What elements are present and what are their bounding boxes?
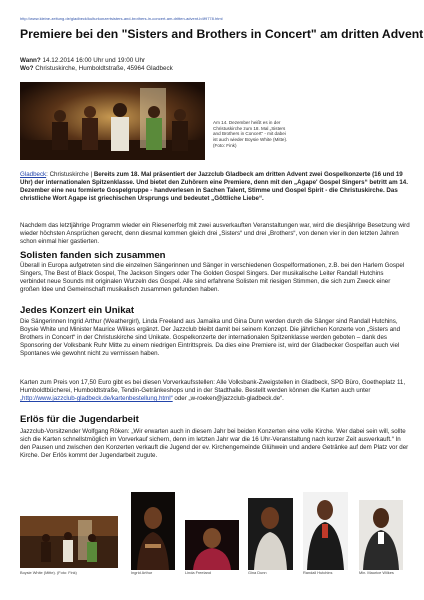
main-photo-caption: Am 14. Dezember heißt es in der Christuskirche zum 18. Mal „Sisters and Brothers in Concert“ - mit dabei ist auch wieder Boysie White (Mitte). (Foto: Fink) bbox=[213, 120, 288, 148]
thumb-person-image bbox=[131, 492, 175, 570]
event-info bbox=[20, 57, 410, 73]
paragraph-2: Überall in Europa aufgetreten sind die einzelnen Sängerinnen und Sänger in verschiedenen Gospelformationen, z.B. bei den Harlem Gospel Singers, The Best of Black Gospel, The Jackson Singers oder The Golden Gospel Singers. Der musikalische Leiter Randall Hutchins verbindet neue Sounds mit originalen Wurzeln des Gospel. Alle sind erfahrene Solisten mit riesigen Stimmen, die sich zum Zweck einer großen Idee und Gemeinschaft musikalisch zusammen gefunden haben. bbox=[20, 262, 405, 293]
paragraph-3: Die Sängerinnen Ingrid Arthur (Weathergirl), Linda Freeland aus Jamaika und Gina Dunn werden durch die Sänger sind Randall Hutchins, Boysie White und Minister Maurice Wilkes ergänzt. Der Jazzclub bleibt damit bei seinem Konzept. Die jährlichen Konzerte von „Sisters and Brothers in Concert“ in der Christuskirche sind Unikate. Gospelkonzerte der internationalen Spitzenklasse werden geboten – dank des Sponsoring der Volksbank Ruhr Mitte zu einem niedrigen Eintrittspreis. Da dies eine Premiere ist, wird der Gladbecker Gospelfan auch viel Spontanes wie gewohnt nicht zu vermissen haben. bbox=[20, 318, 401, 357]
source-url[interactable]: http://www.kleine-zeitung.de/gladbeck/kulturkonzertsisters-and-brothers-in-concert-am-dritten-advent-b4f9778.html bbox=[20, 16, 223, 21]
where-value: Christuskirche, Humboldtstraße, 45964 Gladbeck bbox=[35, 65, 173, 72]
tickets-email: oder „w-roeken@jazzclub-gladbeck.de“. bbox=[172, 394, 284, 402]
intro-lead: Bereits zum 18. Mal präsentiert der Jazzclub Gladbeck am dritten Advent zwei Gospelkonzerte (16 und 19 Uhr) der internationalen Spitzenklasse. Und bietet den Zuhörern eine Premiere, denn mit den „Agape' Gospel Singers“ betritt am 14. Dezember eine neu formierte Gospelgruppe - handverlesen in Sachen Talent, Stimme und Gospel Spirit - die Christuskirche. Das christliche Wort Agape ist griechischen Ursprungs und bedeutet „Göttliche Liebe“. bbox=[20, 171, 408, 202]
concert-photo-image bbox=[20, 82, 205, 160]
thumb-gina-dunn bbox=[248, 498, 293, 570]
thumb-randall-hutchins bbox=[303, 492, 348, 570]
when-value: 14.12.2014 16:00 Uhr und 19:00 Uhr bbox=[42, 57, 146, 64]
article-title: Premiere bei den "Sisters and Brothers in Concert" am dritten Advent bbox=[20, 27, 424, 41]
heading-solisten: Solisten fanden sich zusammen bbox=[20, 250, 166, 261]
thumb-person-image bbox=[248, 498, 293, 570]
thumb-caption-5: Randall Hutchins bbox=[303, 570, 333, 575]
thumb-person-image bbox=[303, 492, 348, 570]
thumb-maurice-wilkes bbox=[359, 500, 403, 570]
thumb-group-image bbox=[20, 516, 118, 568]
paragraph-1: Nachdem das letztjährige Programm wieder ein Riesenerfolg mit zwei ausverkauften Veranstaltungen war, wird die diesjährige Besetzung wird wieder höchsten Ansprüchen gerecht, denn diesmal kommen gleich drei „Sisters“ und drei „Brothers“, von denen vier in den letzten Jahren schon einmal hier gastierten. bbox=[20, 222, 410, 245]
heading-erloes: Erlös für die Jugendarbeit bbox=[20, 414, 139, 425]
thumb-caption-3: Linda Freeland bbox=[185, 570, 211, 575]
intro-paragraph bbox=[20, 171, 410, 203]
thumb-person-image bbox=[359, 500, 403, 570]
thumb-ingrid-arthur bbox=[131, 492, 175, 570]
thumb-linda-freeland bbox=[185, 520, 239, 570]
gladbeck-link[interactable]: Gladbeck bbox=[20, 171, 47, 178]
intro-place: : Christuskirche | bbox=[46, 171, 94, 178]
thumb-caption-1: Boysie White (Mitte). (Foto: Fink) bbox=[20, 570, 77, 575]
thumb-boysie-white bbox=[20, 516, 118, 568]
main-photo bbox=[20, 82, 205, 160]
where-label: Wo? bbox=[20, 65, 34, 72]
thumb-caption-2: Ingrid Arthur bbox=[131, 570, 153, 575]
thumb-person-image bbox=[185, 520, 239, 570]
tickets-text: Karten zum Preis von 17,50 Euro gibt es bei diesen Vorverkaufsstellen: Alle Volksbank-Zweigstellen in Gladbeck, SPD Büro, Goetheplatz 11, Humboldtbücherei, Humboldtstraße, Tendin-Getränkeshops und in der Stadthalle. Bestellt werden können die Karten auch unter bbox=[20, 379, 406, 394]
photo-strip bbox=[20, 486, 410, 574]
paragraph-5: Jazzclub-Vorsitzender Wolfgang Röken: „Wir erwarten auch in diesem Jahr bei beiden Konzerten eine volle Kirche. Wer dabei sein will, sollte sich die Karten schnellstmöglich im Vorverkauf sichern, denn im letzten Jahr war die 16 Uhr-Veranstaltung nach kurzer Zeit ausverkauft.“ In den Pausen und zwischen den Konzerten verkauft die Jugend der ev. Kirchengemeinde Glühwein und andere Getränke auf dem Platz vor der Kirche. Der Erlös kommt der Jugendarbeit zugute. bbox=[20, 428, 409, 459]
ticket-order-link[interactable]: „http://www.jazzclub-gladbeck.de/kartenbestellung.html“ bbox=[20, 394, 173, 402]
thumb-caption-6: Min. Maurice Wilkes bbox=[359, 570, 394, 575]
heading-konzert: Jedes Konzert ein Unikat bbox=[20, 305, 135, 316]
paragraph-4 bbox=[20, 379, 410, 403]
when-label: Wann? bbox=[20, 57, 41, 64]
thumb-caption-4: Gina Dunn bbox=[248, 570, 267, 575]
